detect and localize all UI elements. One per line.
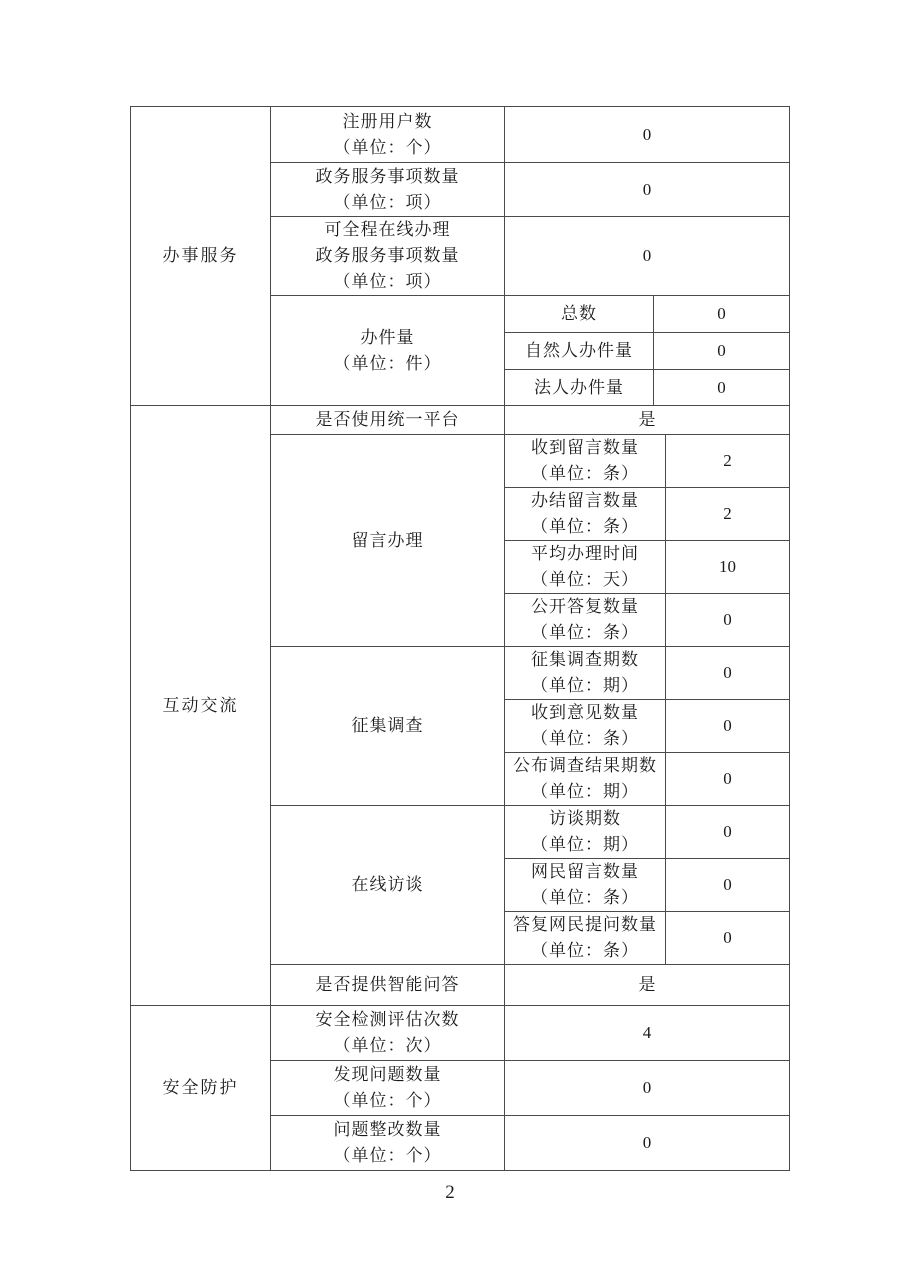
metric-unit: （单位：个） [333,1146,442,1165]
group-label-cell-messages [271,435,505,647]
sub-metric-value: 0 [654,370,790,406]
sub-metric-value: 0 [666,647,790,700]
metric-value: 是 [505,965,790,1006]
metric-label: 安全检测评估次数 [315,1010,460,1029]
metric-label: 问题整改数量 [333,1120,442,1139]
sub-metric-label-text: 法人办件量 [534,377,624,397]
sub-metric-value: 0 [666,912,790,965]
sub-metric-unit: （单位：期） [531,782,639,801]
sub-metric-label: 办结留言数量 [531,491,639,510]
sub-metric-label-cell [505,488,666,541]
sub-metric-unit: （单位：条） [531,517,639,536]
sub-metric-unit: （单位：条） [531,623,639,642]
metric-label: 发现问题数量 [333,1065,442,1084]
metric-label: 注册用户数 [342,111,433,131]
metric-value: 0 [505,107,790,163]
sub-metric-value: 0 [654,333,790,370]
sub-metric-label: 收到留言数量 [531,438,639,457]
metric-label: 政务服务事项数量 [315,166,460,186]
metric-value: 4 [505,1006,790,1061]
annual-report-table [130,106,790,1171]
sub-metric-label: 平均办理时间 [531,544,639,563]
sub-metric-unit: （单位：条） [531,941,639,960]
section-label-interaction: 互动交流 [131,406,271,1006]
metric-value: 0 [505,217,790,296]
sub-metric-label: 征集调查期数 [531,650,639,669]
metric-value: 0 [505,163,790,217]
sub-metric-value: 0 [666,859,790,912]
section-label-service: 办事服务 [131,107,271,406]
metric-value: 是 [505,406,790,435]
sub-metric-value: 0 [666,753,790,806]
sub-metric-label: 公布调查结果期数 [513,756,657,775]
sub-metric-label: 访谈期数 [549,809,621,828]
metric-unit: （单位：个） [333,1091,442,1110]
sub-metric-unit: （单位：期） [531,676,639,695]
metric-label: 是否使用统一平台 [315,410,460,429]
section-label-security: 安全防护 [131,1006,271,1171]
sub-metric-unit: （单位：期） [531,835,639,854]
sub-metric-unit: （单位：天） [531,570,639,589]
group-label-cell-interviews [271,806,505,965]
sub-metric-value: 0 [666,806,790,859]
sub-metric-unit: （单位：条） [531,729,639,748]
metric-unit: （单位：次） [333,1036,442,1055]
metric-label-cell [271,163,505,217]
sub-metric-label [505,296,654,333]
sub-metric-value: 0 [654,296,790,333]
sub-metric-label-cell [505,541,666,594]
sub-metric-value: 2 [666,435,790,488]
group-label: 办件量 [360,327,415,347]
sub-metric-unit: （单位：条） [531,888,639,907]
sub-metric-label [505,370,654,406]
sub-metric-label-cell [505,594,666,647]
sub-metric-label [505,333,654,370]
metric-label-cell [271,965,505,1006]
metric-label-cell [271,406,505,435]
group-label: 在线访谈 [351,875,424,894]
sub-metric-label-cell [505,647,666,700]
sub-metric-label-cell [505,435,666,488]
group-unit: （单位：件） [333,353,442,373]
sub-metric-label: 收到意见数量 [531,703,639,722]
metric-label-cell [271,1116,505,1171]
page-number: 2 [445,1182,455,1203]
sub-metric-value: 0 [666,594,790,647]
metric-label: 是否提供智能问答 [315,975,460,994]
sub-metric-label: 公开答复数量 [531,597,639,616]
sub-metric-label-cell [505,700,666,753]
metric-label-cell [271,217,505,296]
sub-metric-unit: （单位：条） [531,464,639,483]
sub-metric-label: 答复网民提问数量 [513,915,657,934]
sub-metric-label-cell [505,912,666,965]
metric-label: 可全程在线办理 [324,220,451,239]
metric-label: 政务服务事项数量 [315,246,460,265]
sub-metric-value: 0 [666,700,790,753]
group-label: 留言办理 [351,530,424,550]
sub-metric-label-cell [505,753,666,806]
metric-value: 0 [505,1116,790,1171]
sub-metric-label-cell [505,859,666,912]
sub-metric-label: 网民留言数量 [531,862,639,881]
metric-label-cell [271,1006,505,1061]
metric-label-cell [271,1061,505,1116]
sub-metric-label-text: 总数 [561,304,597,323]
metric-unit: （单位：项） [333,272,442,291]
metric-unit: （单位：个） [333,137,442,157]
sub-metric-label-text: 自然人办件量 [525,341,633,360]
group-label: 征集调查 [351,716,424,735]
metric-unit: （单位：项） [333,192,442,212]
group-label-cell-volume [271,296,505,406]
sub-metric-label-cell [505,806,666,859]
sub-metric-value: 10 [666,541,790,594]
metric-label-cell [271,107,505,163]
sub-metric-value: 2 [666,488,790,541]
metric-value: 0 [505,1061,790,1116]
group-label-cell-surveys [271,647,505,806]
